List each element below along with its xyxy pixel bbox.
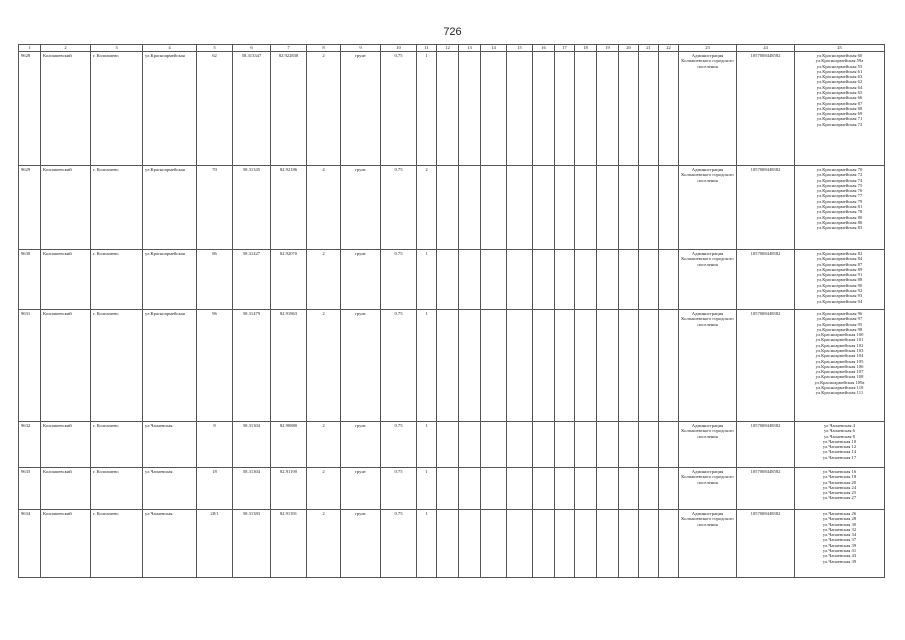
table-row <box>19 422 885 468</box>
cell-c11: 1 <box>417 422 437 468</box>
cell-area: 0.75 <box>381 468 417 510</box>
address-item: ул.Чапаевская 8 <box>824 433 855 439</box>
address-item: ул.Красноармейская 75 <box>816 182 863 188</box>
address-item: ул.Чапаевская 6 <box>824 428 855 434</box>
cell-lat: 58.31304 <box>233 468 271 510</box>
empty-cell <box>575 52 597 166</box>
column-header: 22 <box>659 45 679 52</box>
empty-cell <box>659 250 679 310</box>
cell-addresses <box>795 468 885 510</box>
cell-ogrn: 1057008448582 <box>737 166 795 250</box>
empty-cell <box>619 166 639 250</box>
address-item: ул.Чапаевская 27 <box>822 495 857 501</box>
table-row <box>19 468 885 510</box>
column-header: 19 <box>597 45 619 52</box>
cell-addresses <box>795 422 885 468</box>
empty-cell <box>481 422 507 468</box>
table-row <box>19 250 885 310</box>
empty-cell <box>481 166 507 250</box>
cell-n: 9628 <box>19 52 41 166</box>
cell-ogrn: 1057008448582 <box>737 310 795 422</box>
address-item: ул.Красноармейская 63 <box>816 74 863 80</box>
address-item: ул.Чапаевская 12 <box>822 444 857 450</box>
cell-surface: грунт <box>341 166 381 250</box>
cell-area: 0.75 <box>381 310 417 422</box>
address-item: ул.Красноармейская 81 <box>816 203 863 209</box>
cell-city: г. Колпашево <box>91 422 143 468</box>
cell-district: Колпашевский <box>41 250 91 310</box>
cell-lon: 82.92070 <box>271 250 307 310</box>
empty-cell <box>437 166 459 250</box>
empty-cell <box>459 250 481 310</box>
empty-cell <box>597 468 619 510</box>
address-item: ул.Красноармейская 72 <box>816 121 863 127</box>
address-item: ул.Красноармейская 111 <box>815 390 864 396</box>
column-header: 25 <box>795 45 885 52</box>
column-header: 15 <box>507 45 533 52</box>
address-item: ул.Красноармейская 83 <box>816 225 863 231</box>
cell-city: г. Колпашево <box>91 510 143 578</box>
address-item: ул.Красноармейская 100 <box>815 332 864 338</box>
cell-area: 0.75 <box>381 250 417 310</box>
empty-cell <box>459 468 481 510</box>
address-item: ул.Красноармейская 82 <box>816 251 863 256</box>
address-item: ул.Чапаевская 37 <box>822 537 857 543</box>
column-header: 7 <box>271 45 307 52</box>
empty-cell <box>575 422 597 468</box>
address-item: ул.Красноармейская 103 <box>815 347 864 353</box>
address-item: ул.Красноармейская 102 <box>815 342 864 348</box>
empty-cell <box>597 310 619 422</box>
cell-lat: 58.31345 <box>233 166 271 250</box>
cell-street: ул.Красноармейская <box>143 310 197 422</box>
cell-house: 18 <box>197 468 233 510</box>
cell-street: ул.Чапаевская <box>143 422 197 468</box>
empty-cell <box>597 510 619 578</box>
empty-cell <box>459 166 481 250</box>
address-item: ул.Чапаевская 24 <box>822 484 857 490</box>
cell-ogrn: 1057008448582 <box>737 468 795 510</box>
empty-cell <box>619 510 639 578</box>
address-item: ул.Красноармейская 71 <box>816 116 863 122</box>
address-item: ул.Красноармейская 86 <box>816 219 863 225</box>
column-header: 9 <box>341 45 381 52</box>
empty-cell <box>459 52 481 166</box>
address-item: ул.Чапаевская 43 <box>822 553 857 559</box>
cell-c11: 1 <box>417 52 437 166</box>
empty-cell <box>619 250 639 310</box>
cell-ogrn: 1057008448582 <box>737 510 795 578</box>
column-header: 20 <box>619 45 639 52</box>
cell-street: ул.Чапаевская <box>143 510 197 578</box>
cell-n: 9633 <box>19 468 41 510</box>
cell-ogrn: 1057008448582 <box>737 422 795 468</box>
cell-street: ул.Красноармейская <box>143 52 197 166</box>
empty-cell <box>481 250 507 310</box>
register-table <box>18 44 885 578</box>
cell-c11: 1 <box>417 250 437 310</box>
empty-cell <box>459 510 481 578</box>
column-header: 18 <box>575 45 597 52</box>
empty-cell <box>575 310 597 422</box>
empty-cell <box>437 52 459 166</box>
cell-city: г. Колпашево <box>91 310 143 422</box>
empty-cell <box>575 468 597 510</box>
address-item: ул.Красноармейская 95 <box>816 321 863 327</box>
cell-surface: грунт <box>341 310 381 422</box>
cell-lat: 58.313347 <box>233 52 271 166</box>
cell-district: Колпашевский <box>41 468 91 510</box>
empty-cell <box>533 250 555 310</box>
address-item: ул.Чапаевская 41 <box>822 547 857 553</box>
empty-cell <box>619 422 639 468</box>
address-item: ул.Чапаевская 14 <box>822 449 857 455</box>
cell-n: 9632 <box>19 422 41 468</box>
empty-cell <box>481 310 507 422</box>
address-item: ул.Красноармейская 67 <box>816 100 863 106</box>
header-row <box>19 45 885 52</box>
cell-ogrn: 1057008448582 <box>737 250 795 310</box>
cell-c11: 2 <box>417 166 437 250</box>
address-item: ул.Красноармейская 78 <box>816 209 863 215</box>
cell-city: г. Колпашево <box>91 468 143 510</box>
cell-house: 96 <box>197 310 233 422</box>
column-header: 1 <box>19 45 41 52</box>
empty-cell <box>659 52 679 166</box>
empty-cell <box>481 468 507 510</box>
empty-cell <box>533 310 555 422</box>
empty-cell <box>533 468 555 510</box>
address-item: ул.Красноармейская 96 <box>816 311 863 316</box>
empty-cell <box>619 310 639 422</box>
empty-cell <box>659 468 679 510</box>
column-header: 8 <box>307 45 341 52</box>
empty-cell <box>437 250 459 310</box>
empty-cell <box>555 166 575 250</box>
address-item: ул.Красноармейская 70 <box>816 167 863 172</box>
empty-cell <box>555 422 575 468</box>
empty-cell <box>533 166 555 250</box>
empty-cell <box>437 310 459 422</box>
address-item: ул.Красноармейская 61 <box>816 68 863 74</box>
cell-addresses <box>795 166 885 250</box>
address-item: ул.Красноармейская 62 <box>816 79 863 85</box>
cell-lon: 82.90880 <box>271 422 307 468</box>
cell-n: 9631 <box>19 310 41 422</box>
cell-house: 8 <box>197 422 233 468</box>
empty-cell <box>481 510 507 578</box>
cell-area: 0,75 <box>381 52 417 166</box>
empty-cell <box>507 166 533 250</box>
cell-house: 28/1 <box>197 510 233 578</box>
address-item: ул.Красноармейская 91 <box>816 272 863 278</box>
cell-lon: 82.91391 <box>271 510 307 578</box>
address-item: ул.Красноармейская 64 <box>816 84 863 90</box>
column-header: 4 <box>143 45 197 52</box>
empty-cell <box>639 422 659 468</box>
column-header: 21 <box>639 45 659 52</box>
address-item: ул.Красноармейская 87 <box>816 261 863 267</box>
cell-lat: 58.31427 <box>233 250 271 310</box>
empty-cell <box>481 52 507 166</box>
column-header: 12 <box>437 45 459 52</box>
empty-cell <box>639 166 659 250</box>
empty-cell <box>533 510 555 578</box>
empty-cell <box>659 166 679 250</box>
empty-cell <box>459 422 481 468</box>
empty-cell <box>507 468 533 510</box>
cell-district: Колпашевский <box>41 422 91 468</box>
cell-ogrn: 1057008448582 <box>737 52 795 166</box>
address-item: ул.Чапаевская 30 <box>822 521 857 527</box>
empty-cell <box>597 422 619 468</box>
empty-cell <box>507 52 533 166</box>
cell-addresses <box>795 510 885 578</box>
column-header: 14 <box>481 45 507 52</box>
empty-cell <box>639 250 659 310</box>
empty-cell <box>575 250 597 310</box>
address-item: ул.Красноармейская 109а <box>814 379 865 385</box>
cell-addresses <box>795 250 885 310</box>
cell-owner: Администрация Колпашевского городского поселения <box>679 250 737 310</box>
address-item: ул.Красноармейская 59а <box>815 58 864 64</box>
cell-lat: 58.31479 <box>233 310 271 422</box>
cell-surface: грунт <box>341 422 381 468</box>
empty-cell <box>575 166 597 250</box>
empty-cell <box>555 310 575 422</box>
empty-cell <box>619 52 639 166</box>
cell-street: ул.Красноармейская <box>143 250 197 310</box>
cell-lat: 58.31304 <box>233 422 271 468</box>
cell-area: 0.75 <box>381 510 417 578</box>
address-item: ул.Чапаевская 16 <box>822 469 857 474</box>
cell-c11: 1 <box>417 468 437 510</box>
empty-cell <box>437 468 459 510</box>
address-item: ул.Чапаевская 26 <box>822 511 857 516</box>
empty-cell <box>619 468 639 510</box>
address-item: ул.Красноармейская 104 <box>815 353 864 359</box>
cell-owner: Администрация Колпашевского городского поселения <box>679 310 737 422</box>
cell-city: г. Колпашево <box>91 52 143 166</box>
address-item: ул.Чапаевская 20 <box>822 479 857 485</box>
cell-owner: Администрация Колпашевского городского поселения <box>679 166 737 250</box>
cell-addresses <box>795 310 885 422</box>
empty-cell <box>507 250 533 310</box>
empty-cell <box>659 422 679 468</box>
column-header: 11 <box>417 45 437 52</box>
cell-c8: 2 <box>307 468 341 510</box>
cell-lon: 82.91863 <box>271 310 307 422</box>
cell-lon: 82.91190 <box>271 468 307 510</box>
address-item: ул.Красноармейская 80 <box>816 214 863 220</box>
address-item: ул.Чапаевская 32 <box>822 526 857 532</box>
empty-cell <box>507 510 533 578</box>
empty-cell <box>659 310 679 422</box>
empty-cell <box>555 250 575 310</box>
cell-c8: 2 <box>307 510 341 578</box>
address-item: ул.Красноармейская 110 <box>815 384 864 390</box>
empty-cell <box>575 510 597 578</box>
cell-n: 9630 <box>19 250 41 310</box>
cell-n: 9629 <box>19 166 41 250</box>
column-header: 6 <box>233 45 271 52</box>
empty-cell <box>437 510 459 578</box>
cell-owner: Администрация Колпашевского городского поселения <box>679 422 737 468</box>
address-item: ул.Красноармейская 69 <box>816 111 863 117</box>
cell-c8: 2 <box>307 52 341 166</box>
column-header: 23 <box>679 45 737 52</box>
address-item: ул.Чапаевская 39 <box>822 558 857 564</box>
address-item: ул.Красноармейская 68 <box>816 105 863 111</box>
page-number: 726 <box>443 26 462 38</box>
cell-street: ул.Красноармейская <box>143 166 197 250</box>
cell-owner: Администрация Колпашевского городского поселения <box>679 510 737 578</box>
address-item: ул.Чапаевская 4 <box>824 423 855 428</box>
address-item: ул.Чапаевская 34 <box>822 532 857 538</box>
empty-cell <box>639 310 659 422</box>
address-item: ул.Красноармейская 108 <box>815 374 864 380</box>
address-item: ул.Красноармейская 77 <box>816 193 863 199</box>
address-item: ул.Красноармейская 94 <box>816 298 863 304</box>
cell-district: Колпашевский <box>41 166 91 250</box>
address-item: ул.Красноармейская 84 <box>816 256 863 262</box>
cell-c11: 1 <box>417 510 437 578</box>
empty-cell <box>555 510 575 578</box>
cell-street: ул.Чапаевская <box>143 468 197 510</box>
address-item: ул.Чапаевская 39 <box>822 542 857 548</box>
address-item: ул.Красноармейская 90 <box>816 282 863 288</box>
address-item: ул.Красноармейская 101 <box>815 337 864 343</box>
cell-owner: Администрация Колпашевского городского поселения <box>679 468 737 510</box>
table-row <box>19 510 885 578</box>
address-item: ул.Красноармейская 106 <box>815 363 864 369</box>
address-item: ул.Красноармейская 66 <box>816 95 863 101</box>
cell-c8: 4 <box>307 166 341 250</box>
cell-lon: 82.92186 <box>271 166 307 250</box>
cell-area: 0.75 <box>381 422 417 468</box>
address-item: ул.Красноармейская 55 <box>816 63 863 69</box>
cell-house: 86 <box>197 250 233 310</box>
cell-c8: 2 <box>307 250 341 310</box>
column-header: 13 <box>459 45 481 52</box>
address-item: ул.Красноармейская 65 <box>816 89 863 95</box>
empty-cell <box>639 52 659 166</box>
column-header: 24 <box>737 45 795 52</box>
empty-cell <box>555 52 575 166</box>
address-item: ул.Чапаевская 10 <box>822 438 857 444</box>
table-row <box>19 166 885 250</box>
column-header: 17 <box>555 45 575 52</box>
address-item: ул.Красноармейская 76 <box>816 188 863 194</box>
cell-house: 62 <box>197 52 233 166</box>
address-item: ул.Красноармейская 79 <box>816 198 863 204</box>
cell-city: г. Колпашево <box>91 250 143 310</box>
empty-cell <box>597 52 619 166</box>
address-item: ул.Красноармейская 74 <box>816 177 863 183</box>
empty-cell <box>639 468 659 510</box>
empty-cell <box>639 510 659 578</box>
cell-c8: 2 <box>307 422 341 468</box>
cell-surface: грунт <box>341 468 381 510</box>
cell-c11: 1 <box>417 310 437 422</box>
empty-cell <box>533 52 555 166</box>
cell-city: г. Колпашево <box>91 166 143 250</box>
cell-surface: грунт <box>341 250 381 310</box>
cell-lat: 58.31383 <box>233 510 271 578</box>
empty-cell <box>507 310 533 422</box>
cell-owner: Администрация Колпашевского городского поселения <box>679 52 737 166</box>
address-item: ул.Красноармейская 97 <box>816 316 863 322</box>
address-item: ул.Красноармейская 93 <box>816 293 863 299</box>
address-item: ул.Красноармейская 105 <box>815 358 864 364</box>
column-header: 3 <box>91 45 143 52</box>
cell-surface: грунт <box>341 52 381 166</box>
empty-cell <box>507 422 533 468</box>
cell-addresses <box>795 52 885 166</box>
empty-cell <box>459 310 481 422</box>
empty-cell <box>533 422 555 468</box>
address-item: ул.Красноармейская 89 <box>816 266 863 272</box>
cell-n: 9634 <box>19 510 41 578</box>
column-header: 16 <box>533 45 555 52</box>
address-item: ул.Красноармейская 107 <box>815 369 864 375</box>
cell-district: Колпашевский <box>41 310 91 422</box>
address-item: ул.Чапаевская 17 <box>822 454 857 460</box>
empty-cell <box>659 510 679 578</box>
empty-cell <box>597 166 619 250</box>
cell-district: Колпашевский <box>41 510 91 578</box>
cell-house: 70 <box>197 166 233 250</box>
table-row <box>19 310 885 422</box>
address-item: ул.Красноармейская 88 <box>816 277 863 283</box>
empty-cell <box>555 468 575 510</box>
column-header: 2 <box>41 45 91 52</box>
address-item: ул.Красноармейская 60 <box>816 53 863 58</box>
cell-area: 0.75 <box>381 166 417 250</box>
cell-lon: 82.922838 <box>271 52 307 166</box>
address-item: ул.Чапаевская 28 <box>822 516 857 522</box>
empty-cell <box>597 250 619 310</box>
address-item: ул.Красноармейская 92 <box>816 287 863 293</box>
table-row <box>19 52 885 166</box>
address-item: ул.Красноармейская 72 <box>816 172 863 178</box>
address-item: ул.Чапаевская 25 <box>822 490 857 496</box>
cell-district: Колпашевский <box>41 52 91 166</box>
address-item: ул.Чапаевская 18 <box>822 474 857 480</box>
column-header: 5 <box>197 45 233 52</box>
column-header: 10 <box>381 45 417 52</box>
cell-c8: 2 <box>307 310 341 422</box>
empty-cell <box>437 422 459 468</box>
cell-surface: грунт <box>341 510 381 578</box>
address-item: ул.Красноармейская 98 <box>816 326 863 332</box>
